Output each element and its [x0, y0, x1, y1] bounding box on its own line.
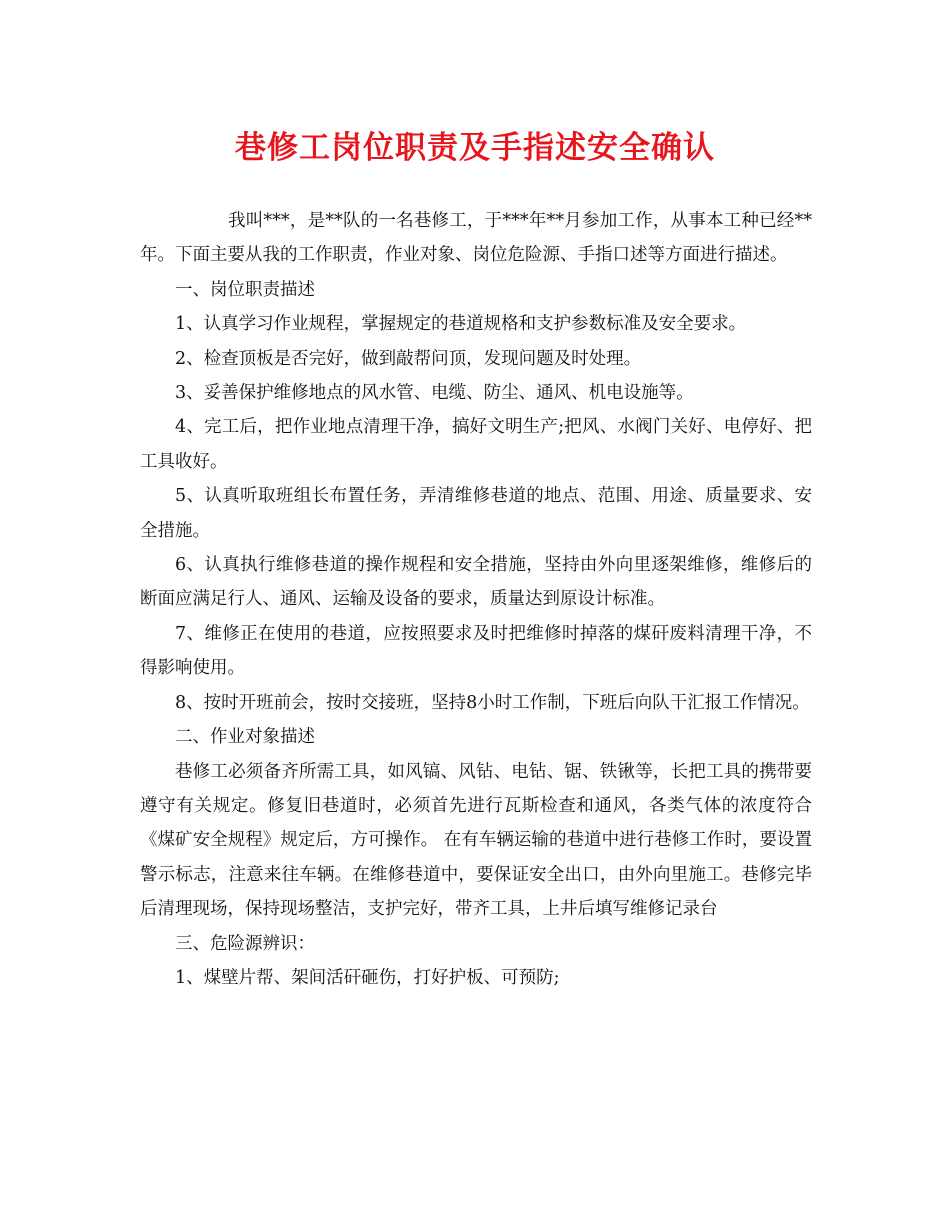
- duty-item-3: 3、妥善保护维修地点的风水管、电缆、防尘、通风、机电设施等。: [175, 383, 694, 404]
- duty-item-7: 7、维修正在使用的巷道，应按照要求及时把维修时掉落的煤矸废料清理干净，不得影响使用。: [140, 623, 812, 679]
- duty-item-5: 5、认真听取班组长布置任务，弄清维修巷道的地点、范围、用途、质量要求、安全措施。: [140, 486, 812, 541]
- section-heading-1: 一、岗位职责描述: [175, 279, 315, 300]
- document-body: [140, 204, 812, 995]
- work-object-paragraph: 巷修工必须备齐所需工具，如风镐、风钻、电钻、锯、铁锹等，长把工具的携带要遵守有关规定。修复旧巷道时，必须首先进行瓦斯检查和通风，各类气体的浓度符合《煤矿安全规程》规定后，方可操作。 在有车辆运输的巷道中进行巷修工作时，要设置警示标志，注意来往车辆。在维修巷道中，要保证安全出口，由外向里施工。巷修完毕后清理现场，保持现场整洁，支护完好，带齐工具，上井后填写维修记录台: [140, 761, 812, 920]
- duty-item-2: 2、检查顶板是否完好，做到敲帮问顶，发现问题及时处理。: [175, 348, 642, 369]
- duty-item-4: 4、完工后，把作业地点清理干净，搞好文明生产;把风、水阀门关好、电停好、把工具收好。: [140, 417, 812, 472]
- duty-item-1: 1、认真学习作业规程，掌握规定的巷道规格和支护参数标准及安全要求。: [175, 314, 747, 335]
- document-title: 巷修工岗位职责及手指述安全确认: [235, 130, 715, 166]
- section-heading-2: 二、作业对象描述: [175, 727, 315, 748]
- intro-paragraph: 我叫***，是**队的一名巷修工，于***年**月参加工作，从事本工种已经**年。下面主要从我的工作职责，作业对象、岗位危险源、手指口述等方面进行描述。: [140, 211, 812, 266]
- duty-item-6: 6、认真执行维修巷道的操作规程和安全措施，坚持由外向里逐架维修，维修后的断面应满足行人、通风、运输及设备的要求，质量达到原设计标准。: [140, 555, 812, 610]
- duty-item-8: 8、按时开班前会，按时交接班，坚持8小时工作制，下班后向队干汇报工作情况。: [175, 692, 810, 713]
- section-heading-3: 三、危险源辨识：: [175, 933, 315, 954]
- hazard-item-1: 1、煤壁片帮、架间活矸砸伤，打好护板、可预防;: [175, 967, 560, 988]
